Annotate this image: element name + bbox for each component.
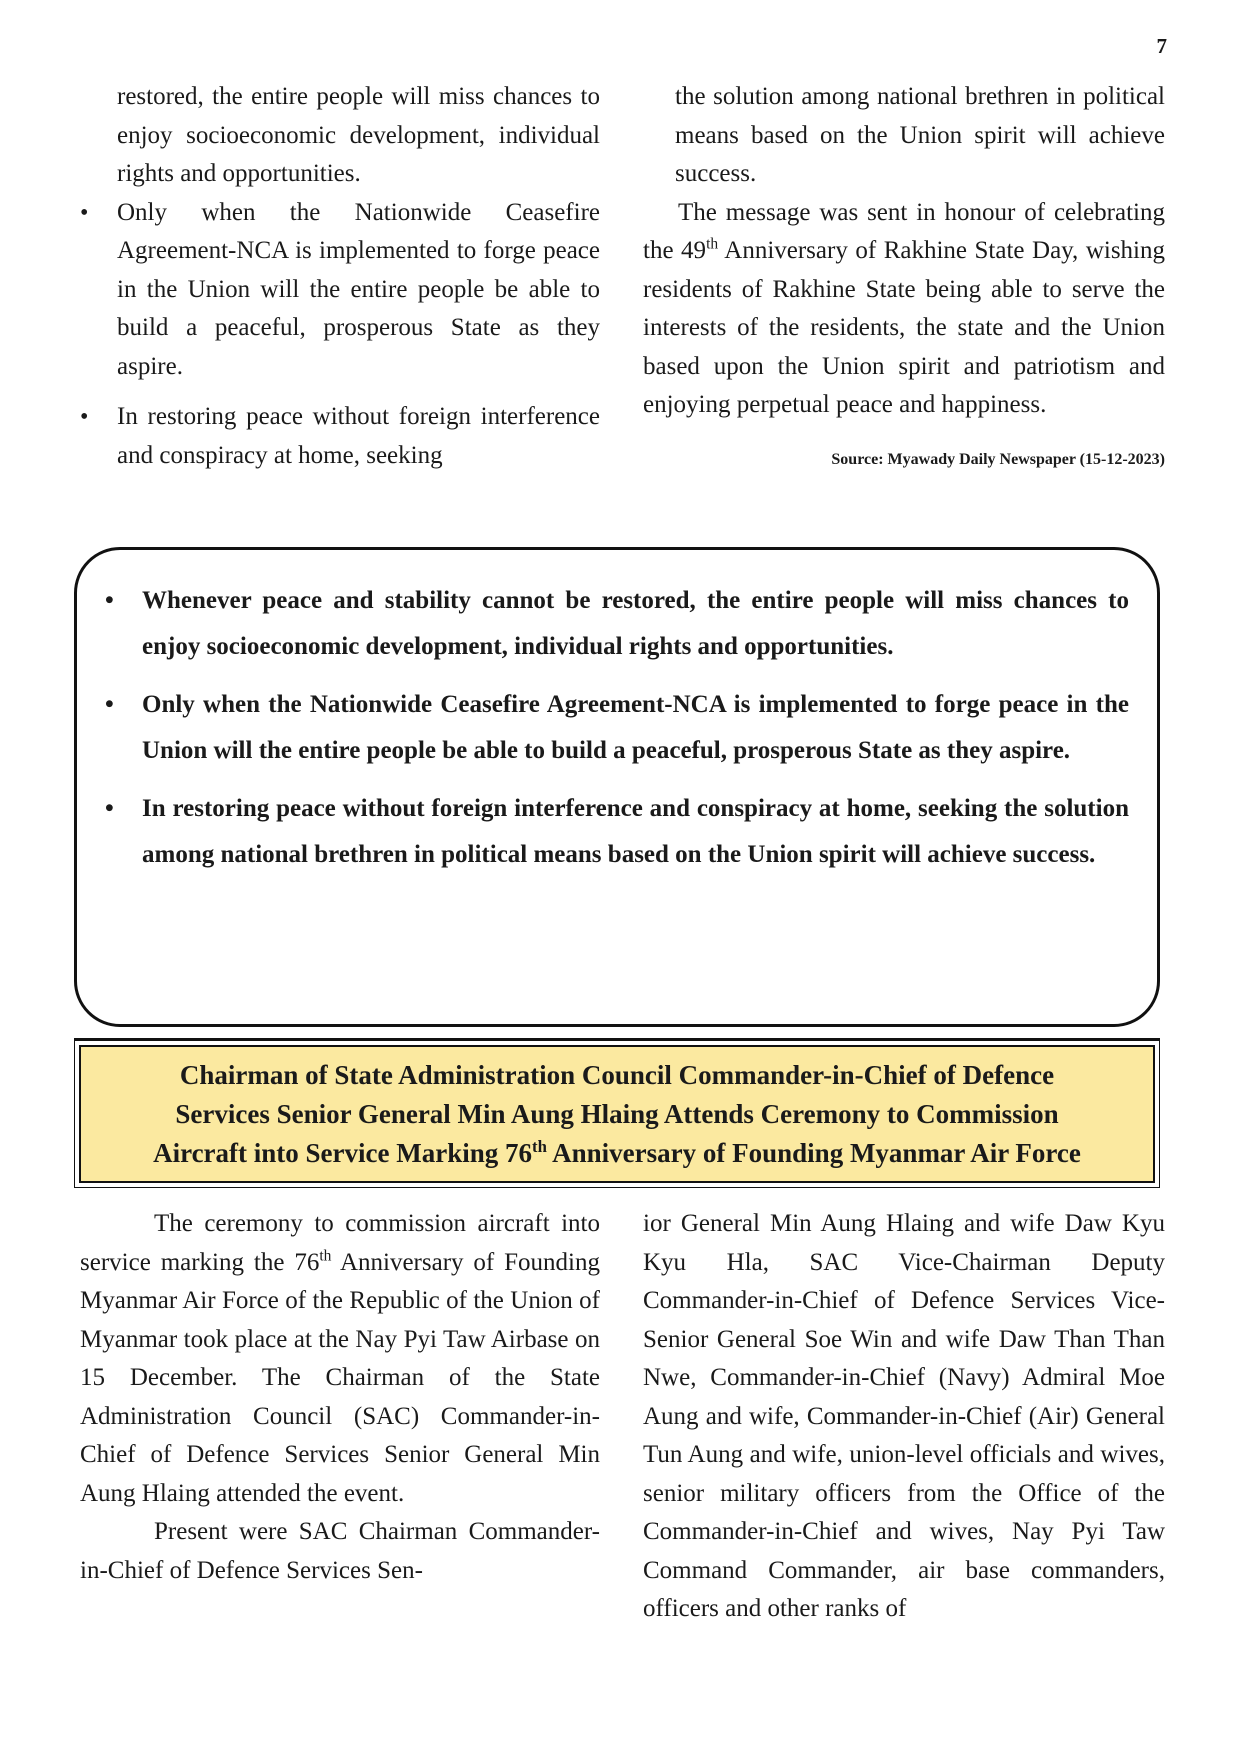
article-headline xyxy=(79,1045,1155,1183)
bottom-right-column xyxy=(643,1205,1165,1629)
bullet-item: • In restoring peace without foreign interference and conspiracy at home, seeking xyxy=(117,398,600,475)
highlight-box xyxy=(74,547,1160,1027)
text-run: Anniversary of Rakhine State Day, wishing residents of Rakhine State being able to serve the interests of the residents, the state and the Union based upon the Union spirit and patriotism and enjoying perpetual peace and happiness. xyxy=(643,237,1165,418)
highlight-bullet-item: • In restoring peace without foreign interference and conspiracy at home, seeking the solution among national brethren in political means based on the Union spirit will achieve success. xyxy=(142,786,1129,878)
article-paragraph: Present were SAC Chairman Commander-in-Chief of Defence Services Sen- xyxy=(80,1518,600,1584)
ordinal-suffix: th xyxy=(532,1136,547,1156)
text-run: Anniversary of Founding Myanmar Air Force of the Republic of the Union of Myanmar took place at the Nay Pyi Taw Airbase on 15 December. The Chairman of the State Administration Council (SAC) Commander-in-Chief of Defence Services Senior General Min Aung Hlaing attended the event. xyxy=(80,1248,600,1507)
source-credit: Source: Myawady Daily Newspaper (15-12-2023) xyxy=(831,450,1165,468)
headline-line: Services Senior General Min Aung Hlaing Attends Ceremony to Commission xyxy=(175,1098,1059,1129)
bottom-left-column xyxy=(80,1205,600,1590)
text-run: Aircraft into Service Marking 76 xyxy=(153,1137,532,1168)
article-paragraph: ior General Min Aung Hlaing and wife Daw Kyu Kyu Hla, SAC Vice-Chairman Deputy Commander-in-Chief of Defence Services Vice-Senior General Soe Win and wife Daw Than Than Nwe, Commander-in-Chief (Navy) Admiral Moe Aung and wife, Commander-in-Chief (Air) General Tun Aung and wife, union-level officials and wives, senior military officers from the Office of the Commander-in-Chief and wives, Nay Pyi Taw Command Commander, air base commanders, officers and other ranks of xyxy=(643,1210,1165,1622)
top-left-column xyxy=(117,78,600,475)
top-right-column xyxy=(643,78,1165,479)
article-headline-frame xyxy=(74,1038,1160,1188)
highlight-bullet-list xyxy=(142,578,1129,890)
text-run: Anniversary of Founding Myanmar Air Force xyxy=(546,1137,1081,1168)
bullet-list xyxy=(117,194,600,476)
ordinal-suffix: th xyxy=(319,1247,332,1265)
article-paragraph xyxy=(80,1205,600,1513)
headline-line xyxy=(153,1134,1081,1173)
bullet-item: • Only when the Nationwide Ceasefire Agreement-NCA is implemented to forge peace in the Union will the entire people be able to build a peaceful, prosperous State as they aspire. xyxy=(117,194,600,387)
text-run: The ceremony to commission aircraft into service marking the 76 xyxy=(80,1210,600,1276)
headline-line: Chairman of State Administration Council Commander-in-Chief of Defence xyxy=(179,1059,1055,1090)
highlight-bullet-item: • Whenever peace and stability cannot be restored, the entire people will miss chances to enjoy socioeconomic development, individual rights and opportunities. xyxy=(142,578,1129,670)
text-run: The message was sent in honour of celebrating the 49 xyxy=(643,198,1165,264)
continued-paragraph: restored, the entire people will miss chances to enjoy socioeconomic development, individual rights and opportunities. xyxy=(117,83,600,187)
page-number: 7 xyxy=(1156,34,1167,58)
continued-paragraph: the solution among national brethren in political means based on the Union spirit will achieve success. xyxy=(675,83,1165,187)
message-paragraph xyxy=(643,194,1165,425)
ordinal-suffix: th xyxy=(706,235,719,253)
highlight-bullet-item: • Only when the Nationwide Ceasefire Agreement-NCA is implemented to forge peace in the Union will the entire people be able to build a peaceful, prosperous State as they aspire. xyxy=(142,682,1129,774)
